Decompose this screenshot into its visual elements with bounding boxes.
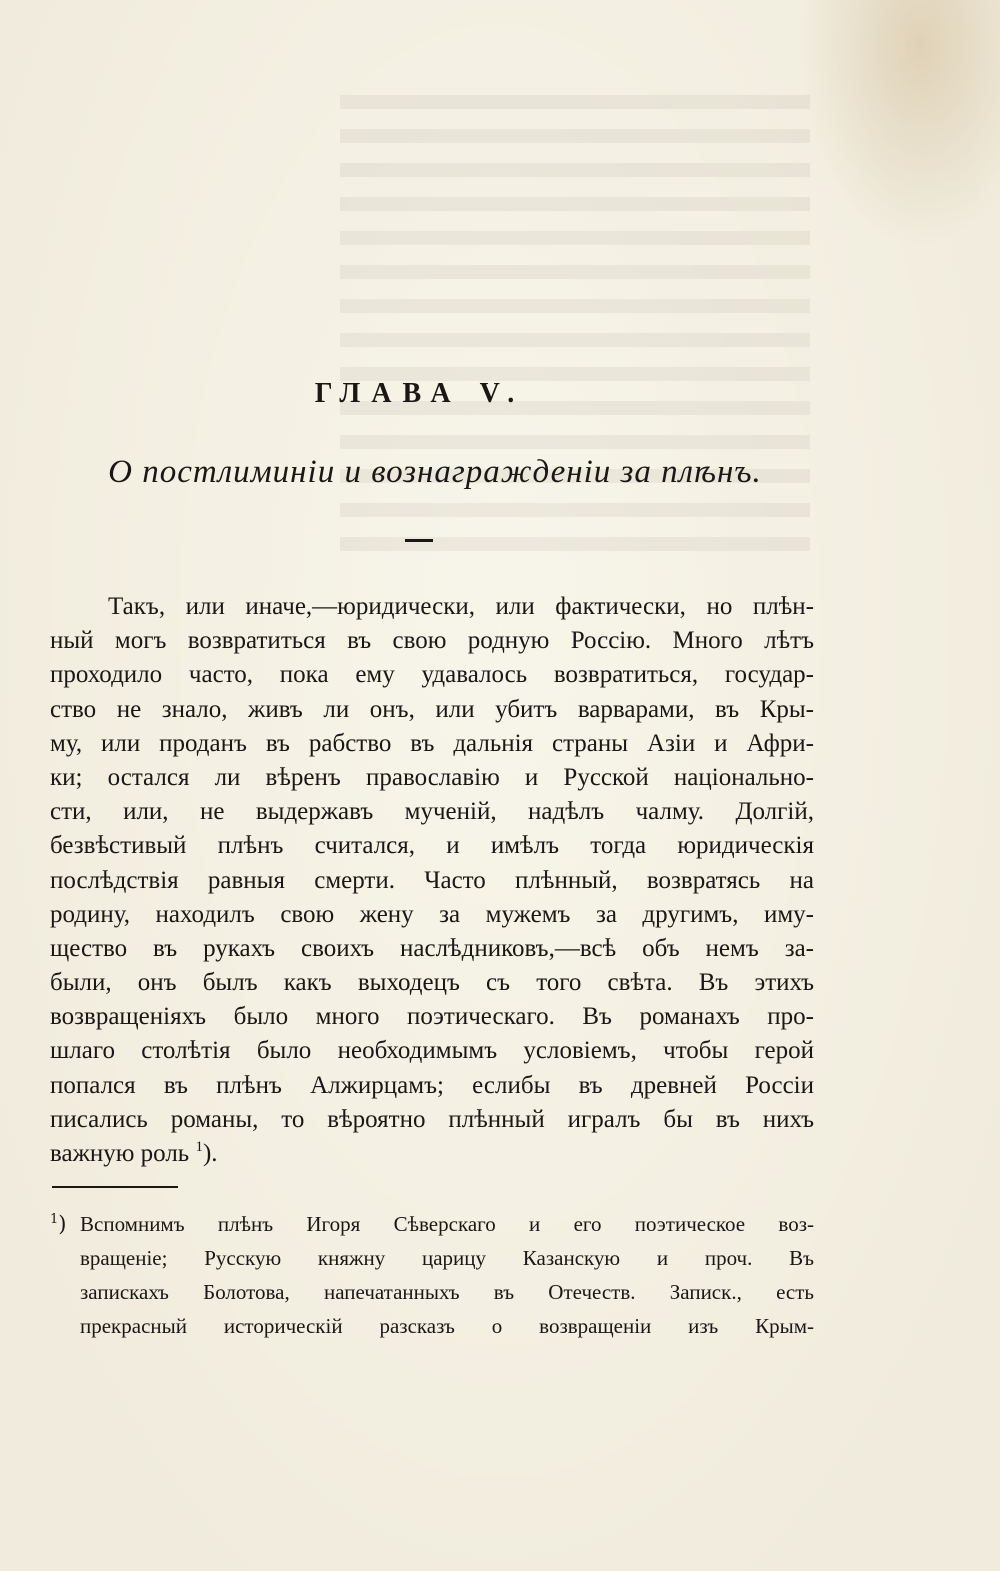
- footnote-number: 1: [50, 1212, 59, 1227]
- text-line: родину, находилъ свою жену за мужемъ за другимъ, иму-: [50, 900, 814, 928]
- heading-divider: [405, 539, 433, 542]
- text-line: безвѣстивый плѣнъ считался, и имѣлъ тогда юридическія: [50, 832, 814, 860]
- footnote-reference[interactable]: 1: [195, 1139, 203, 1155]
- text-fragment: важную роль: [50, 1140, 190, 1167]
- footnote-line: запискахъ Болотова, напечатанныхъ въ Отечеств. Записк., есть: [80, 1280, 814, 1304]
- footnote-marker: [50, 1207, 66, 1241]
- text-line: Такъ, или иначе,—юридически, или фактически, но плѣн-: [108, 593, 814, 620]
- text-fragment: ).: [202, 1140, 218, 1167]
- text-line: му, или проданъ въ рабство въ дальнія страны Азіи и Афри-: [50, 729, 814, 757]
- footnote-paren: ): [58, 1212, 67, 1236]
- text-line: сти, или, не выдержавъ мученій, надѣлъ чалму. Долгій,: [50, 798, 814, 826]
- footnote-line: прекрасный историческій разсказъ о возвращеніи изъ Крым-: [80, 1314, 814, 1338]
- text-line: щество въ рукахъ своихъ наслѣдниковъ,—всѣ объ немъ за-: [50, 934, 814, 962]
- chapter-subtitle: О постлиминіи и вознагражденіи за плѣнъ.: [108, 454, 762, 490]
- footnote-rule: [52, 1186, 178, 1188]
- text-line: писались романы, то вѣроятно плѣнный игралъ бы въ нихъ: [50, 1105, 814, 1133]
- text-line: ство не знало, живъ ли онъ, или убитъ варварами, въ Кры-: [50, 695, 814, 723]
- text-line: послѣдствія равныя смерти. Часто плѣнный, возвратясь на: [50, 866, 814, 894]
- text-line: ный могъ возвратиться въ свою родную Россію. Много лѣтъ: [50, 627, 814, 655]
- chapter-heading: ГЛАВА V.: [314, 378, 526, 409]
- text-line-last: [50, 1137, 814, 1171]
- body-paragraph: [50, 590, 814, 1171]
- text-line: ки; остался ли вѣренъ православію и Русской національно-: [50, 763, 814, 791]
- text-line: возвращеніяхъ было много поэтическаго. Въ романахъ про-: [50, 1003, 814, 1031]
- footnote-line: вращеніе; Русскую княжну царицу Казанскую и проч. Въ: [80, 1246, 814, 1270]
- text-line: попался въ плѣнъ Алжирцамъ; еслибы въ древней Россіи: [50, 1071, 814, 1099]
- text-line: были, онъ былъ какъ выходецъ съ того свѣта. Въ этихъ: [50, 969, 814, 997]
- footnote: [50, 1207, 814, 1343]
- text-line: проходило часто, пока ему удавалось возвратиться, государ-: [50, 661, 814, 689]
- show-through-text: [340, 95, 810, 565]
- footnote-line: Вспомнимъ плѣнъ Игоря Сѣверскаго и его поэтическое воз-: [80, 1212, 814, 1236]
- text-line: шлаго столѣтія было необходимымъ условіемъ, чтобы герой: [50, 1037, 814, 1065]
